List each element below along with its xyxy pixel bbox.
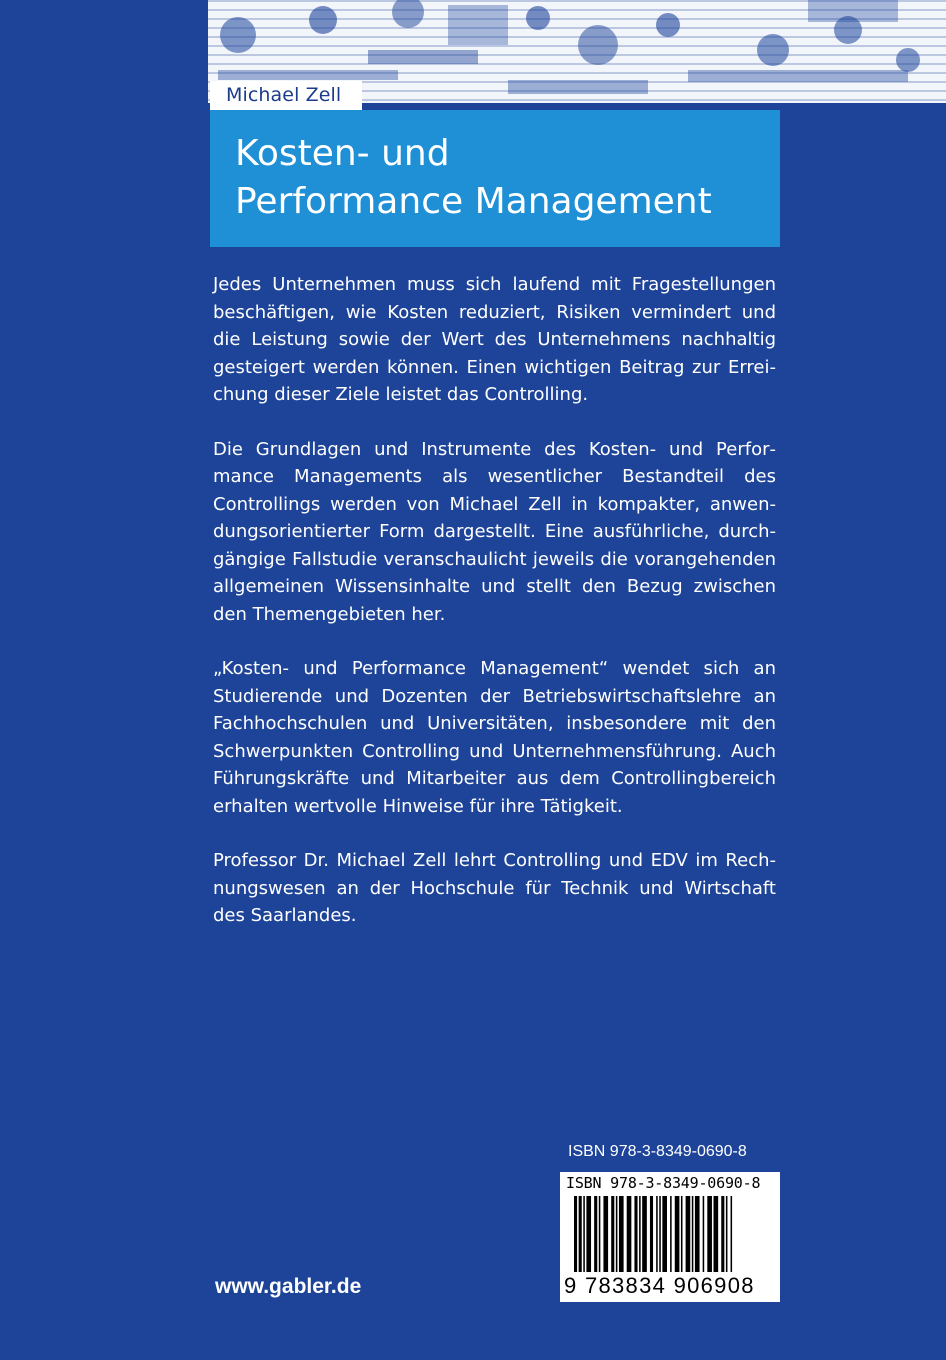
barcode-bar xyxy=(670,1196,672,1272)
publisher-website: www.gabler.de xyxy=(215,1275,362,1298)
barcode-bar xyxy=(675,1196,680,1272)
barcode-bar xyxy=(642,1196,647,1272)
author-name: Michael Zell xyxy=(226,84,342,106)
barcode-bar xyxy=(707,1196,712,1272)
barcode-bar xyxy=(731,1196,733,1272)
barcode-bar xyxy=(686,1196,691,1272)
barcode xyxy=(560,1172,780,1302)
barcode-bar xyxy=(726,1196,728,1272)
barcode-bar xyxy=(695,1196,700,1272)
barcode-bar xyxy=(656,1196,658,1272)
barcode-number: 9 783834 906908 xyxy=(564,1273,755,1298)
blurb-paragraph-4: Professor Dr. Michael Zell lehrt Controlling und EDV im Rechnungswesen an der Hochschule für Technik und Wirtschaft des Saarlandes. xyxy=(213,850,776,926)
barcode-bar xyxy=(721,1196,724,1272)
book-title-line-1: Kosten- und xyxy=(235,133,450,174)
barcode-bar xyxy=(662,1196,667,1272)
barcode-bar xyxy=(703,1196,705,1272)
barcode-bar xyxy=(650,1196,653,1272)
blurb-paragraph-1: Jedes Unternehmen muss sich laufend mit Fragestellungen beschäftigen, wie Kosten reduziert, Risiken vermindert und die Leistung sowie der Wert des Unternehmens nachhaltig gesteigert werden können. Einen wichtigen Beitrag zur Erreichung dieser Ziele leistet das Controlling. xyxy=(213,274,776,405)
barcode-bar xyxy=(616,1196,618,1272)
barcode-bar xyxy=(574,1196,577,1272)
barcode-bar xyxy=(603,1196,608,1272)
barcode-bar xyxy=(583,1196,585,1272)
barcode-bar xyxy=(659,1196,661,1272)
barcode-bar xyxy=(611,1196,614,1272)
barcode-bar xyxy=(634,1196,637,1272)
book-title xyxy=(235,130,712,226)
book-title-line-2: Performance Management xyxy=(235,181,712,222)
barcode-bar xyxy=(681,1196,683,1272)
barcode-bar xyxy=(619,1196,624,1272)
blurb-text xyxy=(213,271,776,957)
barcode-bar xyxy=(599,1196,601,1272)
barcode-isbn-text: ISBN 978-3-8349-0690-8 xyxy=(566,1174,761,1192)
barcode-bar xyxy=(579,1196,582,1272)
barcode-bar xyxy=(627,1196,632,1272)
barcode-bar xyxy=(692,1196,694,1272)
barcode-bar xyxy=(639,1196,641,1272)
blurb-paragraph-2: Die Grundlagen und Instrumente des Kosten- und Performance Managements als wesentlicher Bestandteil des Controllings werden von Michael Zell in kompakter, anwendungsorientierter Form dargestellt. Eine ausführliche, durchgängige Fallstudie veranschaulicht jeweils die vorangehenden allgemeinen Wissensinhalte und stellt den Bezug zwischen den Themengebieten her. xyxy=(213,438,776,625)
isbn-label: ISBN 978-3-8349-0690-8 xyxy=(568,1143,747,1160)
barcode-bar xyxy=(586,1196,591,1272)
barcode-bars xyxy=(570,1196,770,1274)
barcode-bar xyxy=(714,1196,719,1272)
blurb-paragraph-3: „Kosten- und Performance Management“ wendet sich an Studierende und Dozenten der Betriebswirtschaftslehre an Fachhochschulen und Universitäten, insbesondere mit den Schwerpunkten Controlling und Unternehmensführung. Auch Führungskräfte und Mitarbeiter aus dem Controllingbereich erhalten wertvolle Hinweise für ihre Tätigkeit. xyxy=(213,658,776,817)
barcode-bar xyxy=(594,1196,597,1272)
